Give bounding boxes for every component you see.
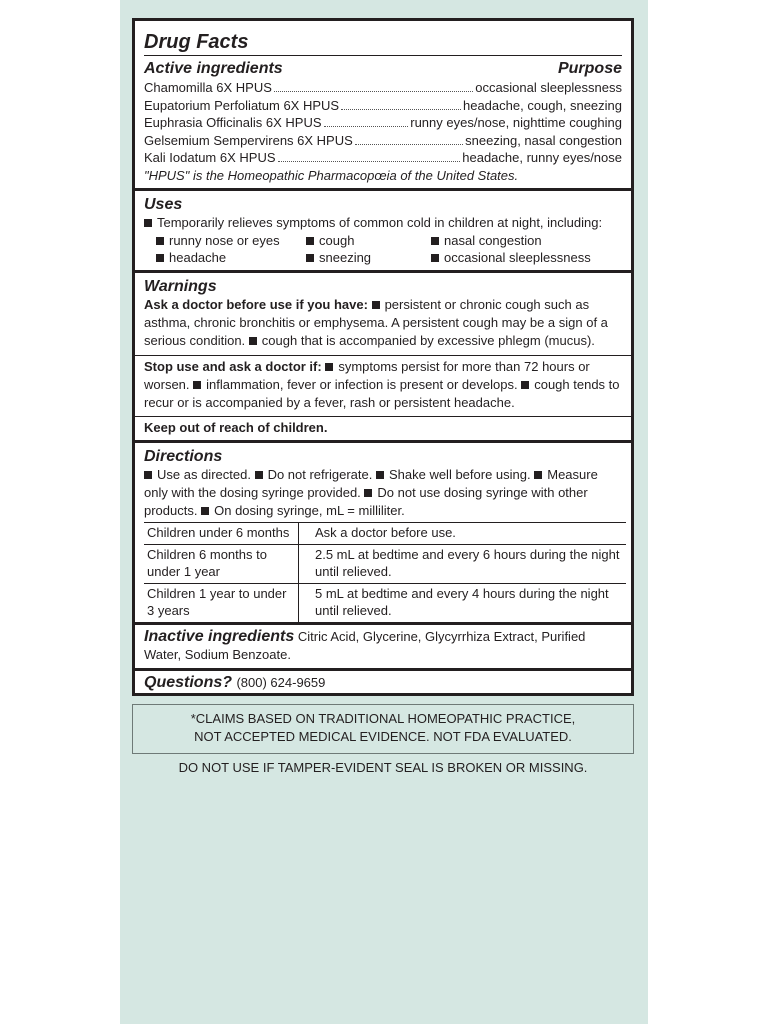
table-row [144, 544, 626, 583]
symptom-item [431, 249, 622, 266]
bullet-square-icon [144, 471, 152, 479]
ingredient-purpose: runny eyes/nose, nighttime coughing [410, 115, 622, 130]
bullet-square-icon [144, 219, 152, 227]
bullet-square-icon [249, 337, 257, 345]
symptom-label: sneezing [319, 249, 372, 265]
bullet-square-icon [255, 471, 263, 479]
bullet-square-icon [521, 381, 529, 389]
uses-heading: Uses [144, 195, 183, 213]
symptom-item [156, 232, 306, 249]
hpus-note: "HPUS" is the Homeopathic Pharmacopœia of the United States. [144, 167, 519, 183]
table-row [144, 583, 626, 622]
dose-cell: Ask a doctor before use. [299, 522, 627, 544]
ingredient-name: Eupatorium Perfoliatum 6X HPUS [144, 97, 340, 113]
inactive-paragraph [144, 628, 622, 664]
ingredient-purpose: headache, cough, sneezing [462, 97, 622, 113]
symptom-label: cough [319, 232, 355, 248]
symptom-label: nasal congestion [444, 232, 542, 248]
symptom-item [306, 249, 431, 266]
keep-out-text: Keep out of reach of children. [144, 419, 328, 435]
bullet-square-icon [431, 254, 439, 262]
drug-facts-title: Drug Facts [144, 21, 622, 56]
bullet-square-icon [431, 237, 439, 245]
inactive-text: Citric Acid, Glycerine, Glycyrrhiza Extract, Purified Water, Sodium Benzoate. [144, 628, 586, 662]
ingredient-row [144, 149, 622, 167]
ingredient-purpose: headache, runny eyes/nose [462, 150, 622, 165]
leader-dots [355, 143, 463, 145]
purpose-heading: Purpose [557, 60, 622, 77]
inactive-heading: Inactive ingredients [144, 627, 295, 645]
ingredient-name: Kali Iodatum 6X HPUS [144, 150, 276, 165]
leader-dots [278, 160, 461, 162]
questions-section [135, 671, 631, 692]
ask-doctor-text-1: persistent or chronic cough such as asthma, chronic bronchitis or emphysema. A persistent cough may be a sign of a serious condition. [144, 296, 608, 348]
uses-intro: Temporarily relieves symptoms of common cold in children at night, including: [157, 214, 603, 230]
direction-text: Measure only with the dosing syringe provided. [144, 466, 598, 500]
direction-text: Shake well before using. [388, 466, 531, 482]
dosage-table [144, 522, 626, 622]
bullet-square-icon [364, 489, 372, 497]
warnings-section [135, 273, 631, 443]
dose-cell: 5 mL at bedtime and every 4 hours during the night until relieved. [299, 583, 627, 622]
direction-text: Use as directed. [157, 466, 251, 482]
stop-use-text-1: symptoms persist for more than 72 hours or worsen. [144, 358, 590, 392]
bullet-square-icon [325, 363, 333, 371]
warnings-heading: Warnings [144, 277, 217, 295]
ingredient-row [144, 132, 622, 150]
uses-section [135, 191, 631, 273]
seal-warning: DO NOT USE IF TAMPER-EVIDENT SEAL IS BROKEN OR MISSING. [178, 760, 588, 775]
table-row [144, 522, 626, 544]
bullet-square-icon [376, 471, 384, 479]
leader-dots [324, 125, 409, 127]
inactive-section [135, 625, 631, 671]
symptom-item [156, 249, 306, 266]
bullet-square-icon [372, 301, 380, 309]
ingredient-row [144, 97, 622, 115]
keep-out-line [135, 416, 631, 440]
direction-text: On dosing syringe, mL = milliliter. [214, 502, 405, 518]
leader-dots [341, 108, 461, 110]
bullet-square-icon [534, 471, 542, 479]
age-cell: Children 1 year to under 3 years [144, 583, 299, 622]
direction-text: Do not use dosing syringe with other products. [144, 484, 588, 518]
stop-use-text-2: inflammation, fever or infection is present or develops. [206, 376, 518, 392]
symptom-item [306, 232, 431, 249]
active-ingredients-heading: Active ingredients [144, 60, 283, 77]
ingredient-name: Chamomilla 6X HPUS [144, 80, 272, 95]
claims-line-1: *CLAIMS BASED ON TRADITIONAL HOMEOPATHIC PRACTICE, [190, 711, 576, 726]
bullet-square-icon [201, 507, 209, 515]
stop-use-paragraph [135, 355, 631, 414]
bullet-square-icon [306, 237, 314, 245]
bullet-square-icon [156, 254, 164, 262]
ask-doctor-text-2: cough that is accompanied by excessive phlegm (mucus). [261, 332, 595, 348]
bullet-square-icon [193, 381, 201, 389]
symptom-label: occasional sleeplessness [444, 249, 591, 265]
ask-doctor-paragraph [144, 296, 622, 353]
active-ingredients-section [135, 56, 631, 191]
leader-dots [274, 90, 473, 92]
questions-phone: (800) 624-9659 [236, 674, 326, 690]
age-cell: Children 6 months to under 1 year [144, 544, 299, 583]
active-header-row [144, 56, 622, 79]
bullet-square-icon [156, 237, 164, 245]
symptom-item [431, 232, 622, 249]
ask-doctor-label: Ask a doctor before use if you have: [144, 296, 368, 312]
ingredient-name: Euphrasia Officinalis 6X HPUS [144, 115, 322, 130]
ingredient-purpose: sneezing, nasal congestion [465, 132, 622, 148]
stop-use-text-3: cough tends to recur or is accompanied by a fever, rash or persistent headache. [144, 376, 620, 410]
ingredient-purpose: occasional sleeplessness [475, 80, 622, 95]
claims-box [132, 704, 634, 754]
ingredient-row [144, 114, 622, 132]
directions-heading: Directions [144, 447, 223, 465]
dose-cell: 2.5 mL at bedtime and every 6 hours during the night until relieved. [299, 544, 627, 583]
bullet-square-icon [306, 254, 314, 262]
questions-heading: Questions? [144, 673, 233, 691]
stop-use-label: Stop use and ask a doctor if: [144, 358, 322, 374]
drug-facts-panel [132, 18, 634, 696]
symptom-grid [144, 232, 622, 266]
claims-line-2: NOT ACCEPTED MEDICAL EVIDENCE. NOT FDA EVALUATED. [194, 729, 572, 744]
uses-intro-line [144, 214, 622, 232]
ingredient-row [144, 79, 622, 97]
directions-paragraph [144, 466, 622, 520]
directions-section [135, 443, 631, 625]
symptom-label: headache [169, 249, 227, 265]
ingredient-name: Gelsemium Sempervirens 6X HPUS [144, 132, 353, 148]
age-cell: Children under 6 months [144, 522, 299, 544]
direction-text: Do not refrigerate. [267, 466, 373, 482]
symptom-label: runny nose or eyes [169, 232, 280, 248]
